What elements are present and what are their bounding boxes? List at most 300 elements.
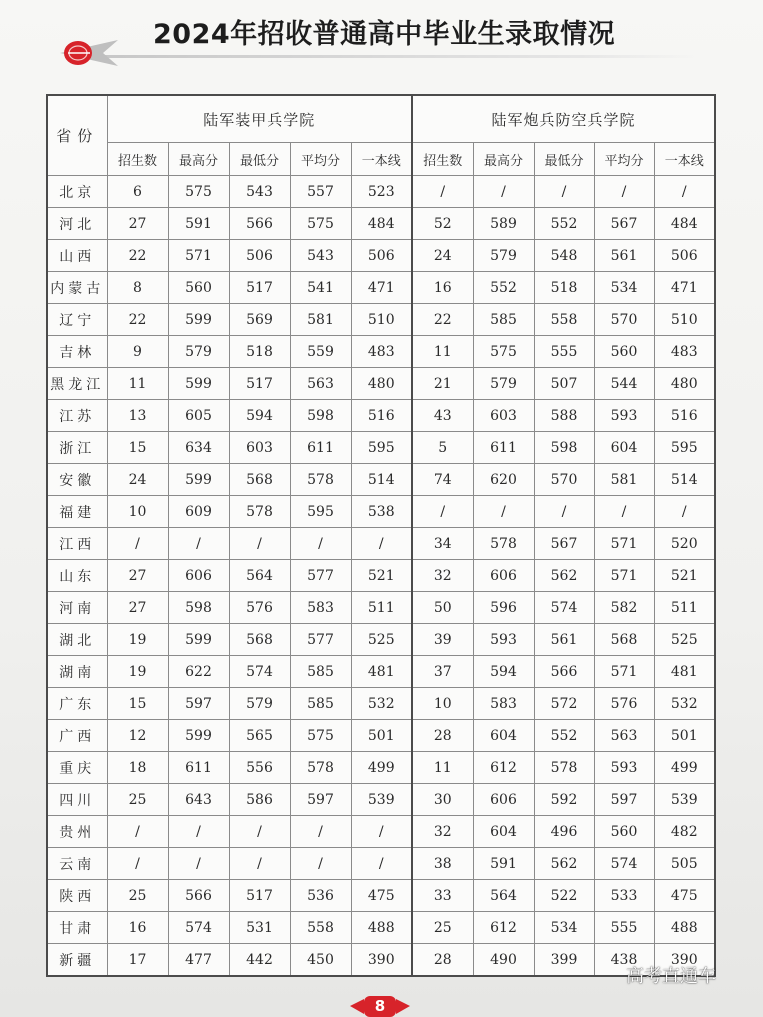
value-cell: 564 — [229, 560, 290, 592]
table-row — [47, 784, 715, 816]
value-cell: 471 — [351, 272, 412, 304]
value-cell: 390 — [654, 944, 715, 977]
value-cell: 16 — [107, 912, 168, 944]
value-cell: 12 — [107, 720, 168, 752]
table-row — [47, 240, 715, 272]
value-cell: 593 — [473, 624, 534, 656]
value-cell: 558 — [290, 912, 351, 944]
value-cell: 598 — [290, 400, 351, 432]
value-cell: 566 — [534, 656, 594, 688]
value-cell: 574 — [168, 912, 229, 944]
value-cell: 10 — [412, 688, 473, 720]
value-cell: / — [351, 528, 412, 560]
value-cell: 538 — [351, 496, 412, 528]
value-cell: 510 — [351, 304, 412, 336]
value-cell: 567 — [534, 528, 594, 560]
value-cell: 575 — [290, 720, 351, 752]
value-cell: 560 — [594, 336, 654, 368]
value-cell: 599 — [168, 304, 229, 336]
value-cell: 28 — [412, 720, 473, 752]
value-cell: 595 — [654, 432, 715, 464]
value-cell: 574 — [594, 848, 654, 880]
value-cell: 566 — [229, 208, 290, 240]
value-cell: / — [473, 176, 534, 208]
value-cell: 578 — [534, 752, 594, 784]
value-cell: 560 — [168, 272, 229, 304]
value-cell: 594 — [473, 656, 534, 688]
value-cell: 597 — [168, 688, 229, 720]
value-cell: / — [229, 528, 290, 560]
value-cell: 480 — [351, 368, 412, 400]
page-number: 8 — [374, 997, 386, 1015]
column-header-avg: 平均分 — [290, 143, 351, 176]
table-row — [47, 816, 715, 848]
province-cell: 新疆 — [47, 944, 107, 977]
title-underline — [100, 55, 700, 58]
value-cell: 566 — [168, 880, 229, 912]
value-cell: 477 — [168, 944, 229, 977]
value-cell: 603 — [473, 400, 534, 432]
column-header-tier1: 一本线 — [351, 143, 412, 176]
value-cell: 520 — [654, 528, 715, 560]
value-cell: 575 — [290, 208, 351, 240]
value-cell: 501 — [351, 720, 412, 752]
value-cell: / — [290, 816, 351, 848]
value-cell: 499 — [654, 752, 715, 784]
value-cell: 564 — [473, 880, 534, 912]
value-cell: 593 — [594, 400, 654, 432]
value-cell: 521 — [654, 560, 715, 592]
value-cell: 506 — [654, 240, 715, 272]
value-cell: 597 — [594, 784, 654, 816]
value-cell: 39 — [412, 624, 473, 656]
value-cell: 570 — [534, 464, 594, 496]
value-cell: / — [473, 496, 534, 528]
value-cell: 572 — [534, 688, 594, 720]
table-row — [47, 944, 715, 977]
value-cell: 511 — [351, 592, 412, 624]
value-cell: 32 — [412, 560, 473, 592]
value-cell: 34 — [412, 528, 473, 560]
table-row — [47, 720, 715, 752]
value-cell: 8 — [107, 272, 168, 304]
value-cell: 28 — [412, 944, 473, 977]
value-cell: 13 — [107, 400, 168, 432]
value-cell: 583 — [473, 688, 534, 720]
column-header-avg: 平均分 — [594, 143, 654, 176]
province-cell: 四川 — [47, 784, 107, 816]
value-cell: 592 — [534, 784, 594, 816]
value-cell: 577 — [290, 624, 351, 656]
value-cell: 484 — [351, 208, 412, 240]
value-cell: 555 — [594, 912, 654, 944]
value-cell: 570 — [594, 304, 654, 336]
value-cell: 516 — [654, 400, 715, 432]
value-cell: 517 — [229, 880, 290, 912]
value-cell: 599 — [168, 624, 229, 656]
value-cell: 583 — [290, 592, 351, 624]
value-cell: 496 — [534, 816, 594, 848]
table-row — [47, 560, 715, 592]
province-cell: 安徽 — [47, 464, 107, 496]
province-cell: 浙江 — [47, 432, 107, 464]
table-row — [47, 848, 715, 880]
value-cell: 544 — [594, 368, 654, 400]
page-number-badge — [350, 996, 410, 1017]
value-cell: 579 — [229, 688, 290, 720]
province-cell: 陕西 — [47, 880, 107, 912]
value-cell: 563 — [594, 720, 654, 752]
value-cell: 604 — [594, 432, 654, 464]
province-cell: 广东 — [47, 688, 107, 720]
table-row — [47, 368, 715, 400]
value-cell: / — [351, 848, 412, 880]
province-cell: 山西 — [47, 240, 107, 272]
value-cell: 52 — [412, 208, 473, 240]
value-cell: / — [168, 848, 229, 880]
value-cell: 596 — [473, 592, 534, 624]
province-cell: 湖南 — [47, 656, 107, 688]
value-cell: 532 — [351, 688, 412, 720]
value-cell: 15 — [107, 432, 168, 464]
value-cell: 16 — [412, 272, 473, 304]
value-cell: / — [168, 528, 229, 560]
value-cell: 24 — [412, 240, 473, 272]
table-row — [47, 752, 715, 784]
value-cell: 598 — [168, 592, 229, 624]
value-cell: 525 — [351, 624, 412, 656]
value-cell: 514 — [351, 464, 412, 496]
value-cell: 27 — [107, 592, 168, 624]
value-cell: 541 — [290, 272, 351, 304]
value-cell: 576 — [594, 688, 654, 720]
value-cell: 594 — [229, 400, 290, 432]
value-cell: 577 — [290, 560, 351, 592]
value-cell: 536 — [290, 880, 351, 912]
province-cell: 甘肃 — [47, 912, 107, 944]
value-cell: 523 — [351, 176, 412, 208]
value-cell: 595 — [351, 432, 412, 464]
value-cell: 30 — [412, 784, 473, 816]
value-cell: 11 — [412, 752, 473, 784]
value-cell: 24 — [107, 464, 168, 496]
value-cell: 15 — [107, 688, 168, 720]
value-cell: 597 — [290, 784, 351, 816]
value-cell: 606 — [168, 560, 229, 592]
value-cell: 518 — [534, 272, 594, 304]
value-cell: 561 — [594, 240, 654, 272]
value-cell: 27 — [107, 208, 168, 240]
column-header-min: 最低分 — [534, 143, 594, 176]
value-cell: 593 — [594, 752, 654, 784]
province-cell: 河南 — [47, 592, 107, 624]
value-cell: 506 — [229, 240, 290, 272]
value-cell: 19 — [107, 656, 168, 688]
school-header-armored: 陆军装甲兵学院 — [107, 95, 412, 143]
value-cell: 568 — [229, 624, 290, 656]
value-cell: / — [168, 816, 229, 848]
value-cell: / — [351, 816, 412, 848]
value-cell: 481 — [351, 656, 412, 688]
value-cell: 534 — [534, 912, 594, 944]
value-cell: / — [107, 848, 168, 880]
province-header: 省份 — [47, 95, 107, 176]
value-cell: 581 — [290, 304, 351, 336]
value-cell: 560 — [594, 816, 654, 848]
province-cell: 山东 — [47, 560, 107, 592]
column-header-max: 最高分 — [473, 143, 534, 176]
value-cell: 482 — [654, 816, 715, 848]
value-cell: 480 — [654, 368, 715, 400]
value-cell: 578 — [229, 496, 290, 528]
table-body — [47, 176, 715, 977]
province-cell: 云南 — [47, 848, 107, 880]
value-cell: 579 — [473, 240, 534, 272]
value-cell: 595 — [290, 496, 351, 528]
value-cell: 622 — [168, 656, 229, 688]
value-cell: 475 — [654, 880, 715, 912]
value-cell: / — [290, 528, 351, 560]
value-cell: 586 — [229, 784, 290, 816]
value-cell: 33 — [412, 880, 473, 912]
value-cell: 471 — [654, 272, 715, 304]
title-bar — [0, 0, 763, 72]
admission-score-table — [46, 94, 716, 977]
table-row — [47, 176, 715, 208]
value-cell: 5 — [412, 432, 473, 464]
province-cell: 贵州 — [47, 816, 107, 848]
value-cell: 517 — [229, 272, 290, 304]
value-cell: 488 — [654, 912, 715, 944]
province-cell: 黑龙江 — [47, 368, 107, 400]
value-cell: / — [290, 848, 351, 880]
value-cell: 585 — [473, 304, 534, 336]
red-arrow-emblem-icon — [58, 38, 138, 68]
value-cell: / — [534, 496, 594, 528]
page-title: 2024年招收普通高中毕业生录取情况 — [153, 19, 616, 50]
value-cell: 606 — [473, 784, 534, 816]
value-cell: 575 — [168, 176, 229, 208]
value-cell: 9 — [107, 336, 168, 368]
value-cell: 574 — [229, 656, 290, 688]
value-cell: 605 — [168, 400, 229, 432]
province-cell: 北京 — [47, 176, 107, 208]
value-cell: 543 — [229, 176, 290, 208]
province-cell: 广西 — [47, 720, 107, 752]
value-cell: 571 — [168, 240, 229, 272]
header-row-columns — [47, 143, 715, 176]
value-cell: 599 — [168, 368, 229, 400]
value-cell: 532 — [654, 688, 715, 720]
province-cell: 江西 — [47, 528, 107, 560]
value-cell: 539 — [654, 784, 715, 816]
value-cell: 490 — [473, 944, 534, 977]
table-row — [47, 880, 715, 912]
value-cell: 571 — [594, 560, 654, 592]
province-cell: 内蒙古 — [47, 272, 107, 304]
value-cell: 37 — [412, 656, 473, 688]
value-cell: 19 — [107, 624, 168, 656]
province-cell: 江苏 — [47, 400, 107, 432]
table-row — [47, 304, 715, 336]
value-cell: 517 — [229, 368, 290, 400]
value-cell: 32 — [412, 816, 473, 848]
value-cell: 598 — [534, 432, 594, 464]
value-cell: 442 — [229, 944, 290, 977]
value-cell: 438 — [594, 944, 654, 977]
value-cell: 556 — [229, 752, 290, 784]
value-cell: 390 — [351, 944, 412, 977]
value-cell: 574 — [534, 592, 594, 624]
table-row — [47, 688, 715, 720]
value-cell: 585 — [290, 688, 351, 720]
value-cell: 578 — [290, 752, 351, 784]
value-cell: 475 — [351, 880, 412, 912]
value-cell: 557 — [290, 176, 351, 208]
province-cell: 福建 — [47, 496, 107, 528]
value-cell: 21 — [412, 368, 473, 400]
value-cell: 483 — [351, 336, 412, 368]
value-cell: 585 — [290, 656, 351, 688]
value-cell: 581 — [594, 464, 654, 496]
school-header-artillery: 陆军炮兵防空兵学院 — [412, 95, 715, 143]
value-cell: 518 — [229, 336, 290, 368]
watermark-text: 高考直通车 — [626, 966, 716, 987]
value-cell: 579 — [168, 336, 229, 368]
value-cell: / — [107, 816, 168, 848]
value-cell: / — [412, 176, 473, 208]
table-row — [47, 464, 715, 496]
value-cell: 588 — [534, 400, 594, 432]
value-cell: 612 — [473, 752, 534, 784]
table-row — [47, 528, 715, 560]
column-header-tier1: 一本线 — [654, 143, 715, 176]
value-cell: 599 — [168, 720, 229, 752]
table-row — [47, 432, 715, 464]
value-cell: 399 — [534, 944, 594, 977]
value-cell: 575 — [473, 336, 534, 368]
value-cell: 611 — [290, 432, 351, 464]
value-cell: 514 — [654, 464, 715, 496]
value-cell: 43 — [412, 400, 473, 432]
value-cell: / — [229, 816, 290, 848]
value-cell: 483 — [654, 336, 715, 368]
value-cell: 558 — [534, 304, 594, 336]
value-cell: 25 — [107, 784, 168, 816]
value-cell: 17 — [107, 944, 168, 977]
value-cell: 499 — [351, 752, 412, 784]
column-header-enroll: 招生数 — [107, 143, 168, 176]
value-cell: 582 — [594, 592, 654, 624]
value-cell: 612 — [473, 912, 534, 944]
value-cell: / — [412, 496, 473, 528]
table-row — [47, 272, 715, 304]
value-cell: 561 — [534, 624, 594, 656]
value-cell: / — [594, 176, 654, 208]
province-cell: 重庆 — [47, 752, 107, 784]
value-cell: 11 — [107, 368, 168, 400]
value-cell: 643 — [168, 784, 229, 816]
province-cell: 河北 — [47, 208, 107, 240]
value-cell: 25 — [107, 880, 168, 912]
column-header-max: 最高分 — [168, 143, 229, 176]
value-cell: 634 — [168, 432, 229, 464]
table-row — [47, 336, 715, 368]
value-cell: 511 — [654, 592, 715, 624]
value-cell: 578 — [290, 464, 351, 496]
value-cell: 563 — [290, 368, 351, 400]
value-cell: 488 — [351, 912, 412, 944]
value-cell: 591 — [168, 208, 229, 240]
value-cell: 18 — [107, 752, 168, 784]
table-row — [47, 592, 715, 624]
value-cell: 562 — [534, 848, 594, 880]
value-cell: 74 — [412, 464, 473, 496]
value-cell: 516 — [351, 400, 412, 432]
value-cell: 552 — [534, 208, 594, 240]
value-cell: / — [654, 176, 715, 208]
value-cell: 559 — [290, 336, 351, 368]
province-cell: 吉林 — [47, 336, 107, 368]
value-cell: / — [107, 528, 168, 560]
value-cell: 606 — [473, 560, 534, 592]
province-cell: 湖北 — [47, 624, 107, 656]
value-cell: 522 — [534, 880, 594, 912]
value-cell: 571 — [594, 656, 654, 688]
value-cell: 569 — [229, 304, 290, 336]
value-cell: 609 — [168, 496, 229, 528]
value-cell: 531 — [229, 912, 290, 944]
value-cell: 450 — [290, 944, 351, 977]
value-cell: 599 — [168, 464, 229, 496]
value-cell: 604 — [473, 816, 534, 848]
value-cell: 611 — [473, 432, 534, 464]
value-cell: 510 — [654, 304, 715, 336]
value-cell: / — [654, 496, 715, 528]
value-cell: 555 — [534, 336, 594, 368]
value-cell: 543 — [290, 240, 351, 272]
value-cell: 579 — [473, 368, 534, 400]
value-cell: / — [534, 176, 594, 208]
column-header-enroll: 招生数 — [412, 143, 473, 176]
table-row — [47, 912, 715, 944]
value-cell: 533 — [594, 880, 654, 912]
value-cell: 591 — [473, 848, 534, 880]
value-cell: / — [229, 848, 290, 880]
value-cell: 521 — [351, 560, 412, 592]
value-cell: 525 — [654, 624, 715, 656]
value-cell: 562 — [534, 560, 594, 592]
value-cell: 507 — [534, 368, 594, 400]
value-cell: 27 — [107, 560, 168, 592]
table-row — [47, 496, 715, 528]
table-row — [47, 656, 715, 688]
value-cell: 534 — [594, 272, 654, 304]
column-header-min: 最低分 — [229, 143, 290, 176]
value-cell: 552 — [534, 720, 594, 752]
value-cell: 22 — [107, 240, 168, 272]
value-cell: 548 — [534, 240, 594, 272]
value-cell: 611 — [168, 752, 229, 784]
value-cell: 576 — [229, 592, 290, 624]
table-row — [47, 624, 715, 656]
value-cell: 578 — [473, 528, 534, 560]
value-cell: 505 — [654, 848, 715, 880]
value-cell: 620 — [473, 464, 534, 496]
province-cell: 辽宁 — [47, 304, 107, 336]
value-cell: / — [594, 496, 654, 528]
value-cell: 589 — [473, 208, 534, 240]
